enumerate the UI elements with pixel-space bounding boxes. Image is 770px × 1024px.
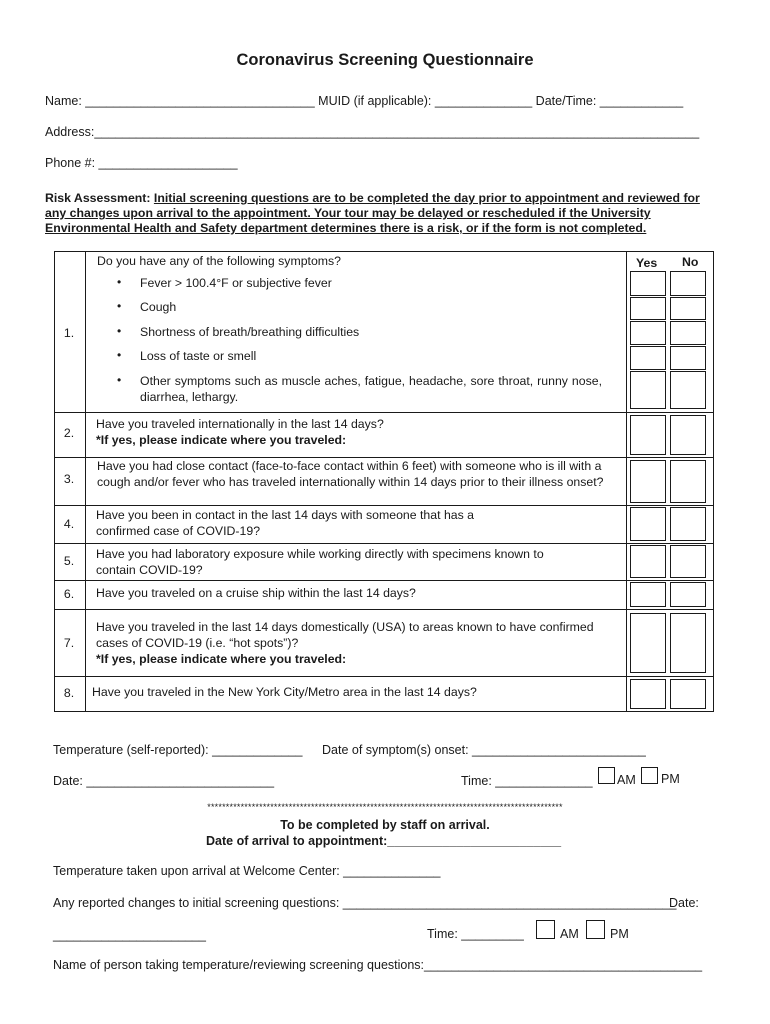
am-checkbox[interactable] — [598, 767, 615, 784]
q1-cough-yes-checkbox[interactable] — [630, 297, 666, 320]
separator: ************************************************************************************************ — [207, 802, 563, 812]
bullet-icon: • — [117, 299, 122, 313]
question-2-number: 2. — [63, 426, 75, 440]
question-7-number: 7. — [63, 636, 75, 650]
question-2-text: Have you traveled internationally in the last 14 days? — [96, 417, 384, 431]
question-6-text: Have you traveled on a cruise ship within the last 14 days? — [96, 586, 416, 600]
symptom-cough: Cough — [140, 300, 177, 314]
question-2-note: *If yes, please indicate where you traveled: — [96, 433, 347, 447]
pm-label: PM — [661, 772, 680, 786]
arrival-date-field[interactable]: Date of arrival to appointment:_________________________ — [206, 834, 562, 848]
staff-section-heading: To be completed by staff on arrival. — [280, 818, 490, 832]
temperature-self-reported-field[interactable]: Temperature (self-reported): _____________ — [53, 743, 303, 757]
question-8-text: Have you traveled in the New York City/Metro area in the last 14 days? — [92, 685, 477, 699]
bullet-icon: • — [117, 324, 122, 338]
q1-fever-yes-checkbox[interactable] — [630, 271, 666, 296]
q6-yes-checkbox[interactable] — [630, 582, 666, 607]
page-title: Coronavirus Screening Questionnaire — [236, 51, 534, 69]
q8-yes-checkbox[interactable] — [630, 679, 666, 709]
pm-checkbox[interactable] — [641, 767, 658, 784]
staff-date-label: Date: — [669, 896, 699, 910]
question-1-number: 1. — [63, 326, 75, 340]
staff-pm-label: PM — [610, 927, 629, 941]
q2-no-checkbox[interactable] — [670, 415, 706, 455]
question-3-number: 3. — [63, 472, 75, 486]
symptom-other: Other symptoms such as muscle aches, fatigue, headache, sore throat, runny nose, diarrhea, lethargy. — [140, 374, 602, 404]
staff-date-field[interactable]: ______________________ — [53, 928, 206, 942]
question-5-number: 5. — [63, 554, 75, 568]
address-line[interactable]: Address:_______________________________________________________________________________________ — [45, 125, 700, 139]
q1-breathing-no-checkbox[interactable] — [670, 321, 706, 345]
risk-assessment — [45, 191, 715, 236]
q7-no-checkbox[interactable] — [670, 613, 706, 673]
q1-other-yes-checkbox[interactable] — [630, 371, 666, 409]
risk-label: Risk Assessment: — [45, 191, 151, 205]
bullet-icon: • — [117, 348, 122, 362]
question-3-text: Have you had close contact (face-to-face contact within 6 feet) with someone who is ill with a cough and/or fever who has traveled internationally within 14 days prior to their illness onset? — [97, 459, 604, 489]
risk-text: Initial screening questions are to be completed the day prior to appointment and reviewed for any changes upon arrival to the appointment. Your tour may be delayed or rescheduled if the University Environmental Health and Safety department determines there is a risk, or if the form is not completed. — [45, 191, 700, 235]
q4-yes-checkbox[interactable] — [630, 507, 666, 541]
question-7-text: Have you traveled in the last 14 days domestically (USA) to areas known to have confirmed cases of COVID-19 (i.e. “hot spots”)? — [96, 620, 594, 650]
time-field[interactable]: Time: ______________ — [461, 774, 593, 788]
staff-am-label: AM — [560, 927, 579, 941]
q1-taste-yes-checkbox[interactable] — [630, 346, 666, 370]
q3-no-checkbox[interactable] — [670, 460, 706, 503]
q1-other-no-checkbox[interactable] — [670, 371, 706, 409]
name-muid-date-line[interactable]: Name: _________________________________ MUID (if applicable): ______________ Date/Time: ____________ — [45, 94, 684, 108]
reported-changes-field[interactable]: Any reported changes to initial screening questions: ________________________________________________ — [53, 896, 677, 910]
q4-no-checkbox[interactable] — [670, 507, 706, 541]
phone-line[interactable]: Phone #: ____________________ — [45, 156, 238, 170]
question-5-text: Have you had laboratory exposure while working directly with specimens known to contain COVID-19? — [96, 547, 544, 577]
staff-time-field[interactable]: Time: _________ — [427, 927, 524, 941]
question-4-text: Have you been in contact in the last 14 days with someone that has a confirmed case of COVID-19? — [96, 508, 475, 538]
q1-cough-no-checkbox[interactable] — [670, 297, 706, 320]
staff-am-checkbox[interactable] — [536, 920, 555, 939]
screening-table — [54, 251, 714, 712]
bullet-icon: • — [117, 275, 122, 289]
q1-breathing-yes-checkbox[interactable] — [630, 321, 666, 345]
q5-yes-checkbox[interactable] — [630, 545, 666, 578]
q1-fever-no-checkbox[interactable] — [670, 271, 706, 296]
question-4-number: 4. — [63, 517, 75, 531]
symptom-onset-date-field[interactable]: Date of symptom(s) onset: _________________________ — [322, 743, 646, 757]
symptom-fever: Fever > 100.4°F or subjective fever — [140, 276, 332, 290]
bullet-icon: • — [117, 373, 122, 387]
staff-pm-checkbox[interactable] — [586, 920, 605, 939]
q7-yes-checkbox[interactable] — [630, 613, 666, 673]
question-7-note: *If yes, please indicate where you traveled: — [96, 652, 347, 666]
question-1-text: Do you have any of the following symptoms? — [97, 254, 342, 268]
symptom-taste-smell: Loss of taste or smell — [140, 349, 257, 363]
q6-no-checkbox[interactable] — [670, 582, 706, 607]
date-field[interactable]: Date: ___________________________ — [53, 774, 275, 788]
question-8-number: 8. — [63, 686, 75, 700]
symptom-breathing: Shortness of breath/breathing difficulties — [140, 325, 360, 339]
staff-name-field[interactable]: Name of person taking temperature/reviewing screening questions:________________________________________ — [53, 958, 703, 972]
no-column-header: No — [682, 255, 699, 269]
am-label: AM — [617, 773, 636, 787]
arrival-temperature-field[interactable]: Temperature taken upon arrival at Welcome Center: ______________ — [53, 864, 441, 878]
question-6-number: 6. — [63, 587, 75, 601]
q1-taste-no-checkbox[interactable] — [670, 346, 706, 370]
q5-no-checkbox[interactable] — [670, 545, 706, 578]
q2-yes-checkbox[interactable] — [630, 415, 666, 455]
q3-yes-checkbox[interactable] — [630, 460, 666, 503]
yes-column-header: Yes — [636, 256, 658, 270]
q8-no-checkbox[interactable] — [670, 679, 706, 709]
